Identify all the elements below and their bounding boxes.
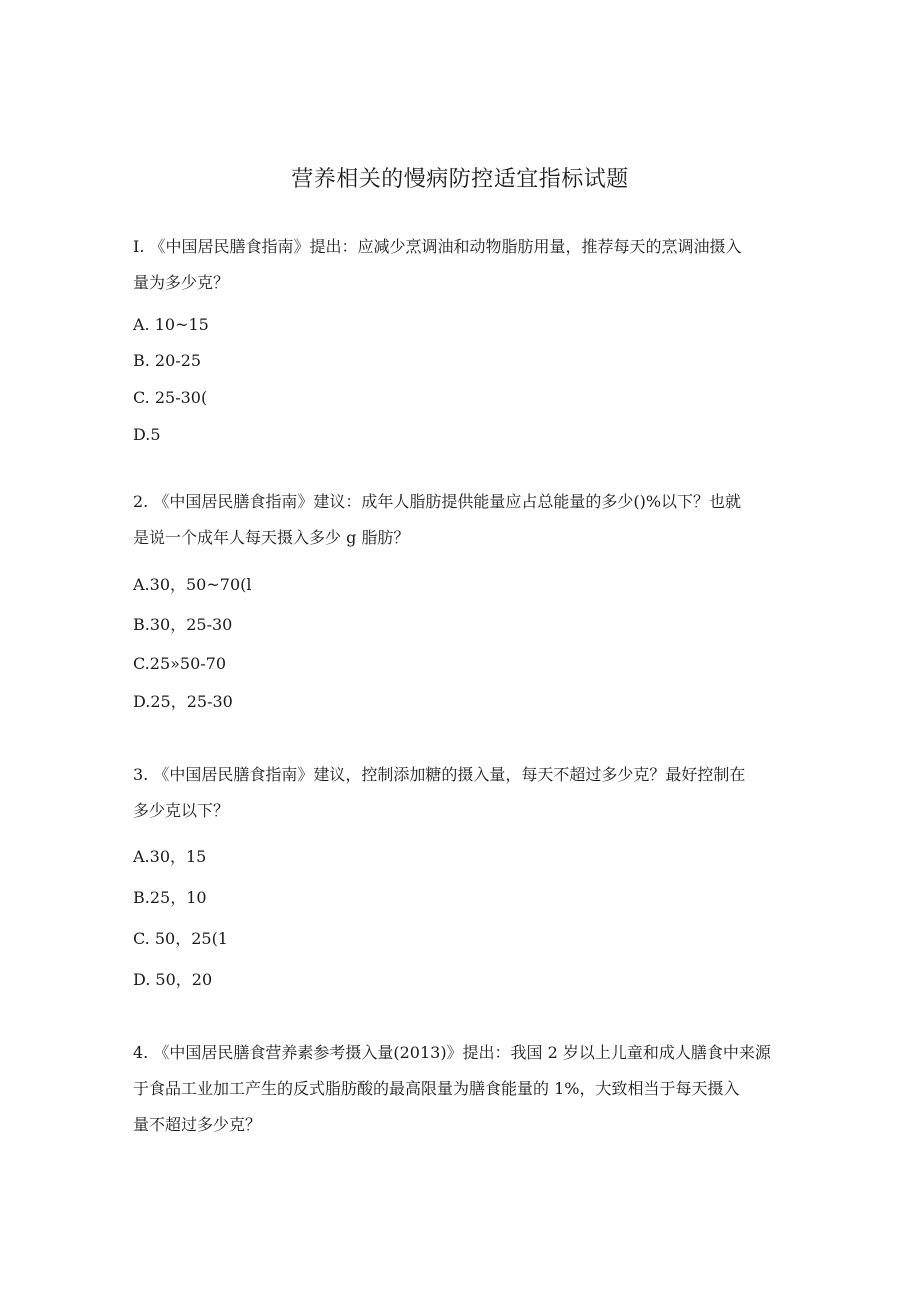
page-title: 营养相关的慢病防控适宜指标试题 xyxy=(291,167,629,192)
question-3-option-b: B.25，10 xyxy=(133,888,207,907)
question-4-line-2: 于食品工业加工产生的反式脂肪酸的最高限量为膳食能量的 1%，大致相当于每天摄入 xyxy=(133,1079,740,1098)
question-2-line-2: 是说一个成年人每天摄入多少 g 脂肪？ xyxy=(133,528,410,547)
question-2-option-c: C.25»50-70 xyxy=(133,654,227,673)
question-3-option-c: C. 50，25(1 xyxy=(133,929,228,948)
question-3-option-d: D. 50，20 xyxy=(133,970,213,989)
question-1-line-2: 量为多少克？ xyxy=(133,273,230,292)
question-1-option-c: C. 25-30( xyxy=(133,388,208,407)
question-1-option-b: B. 20-25 xyxy=(133,351,202,370)
question-4-line-1: 4. 《中国居民膳食营养素参考摄入量(2013)》提出：我国 2 岁以上儿童和成人膳食中来源 xyxy=(133,1043,771,1062)
question-2-option-a: A.30，50~70(l xyxy=(133,575,252,594)
question-3-line-2: 多少克以下？ xyxy=(133,801,230,820)
question-2-option-b: B.30，25-30 xyxy=(133,615,233,634)
question-3-line-1: 3. 《中国居民膳食指南》建议，控制添加糖的摄入量，每天不超过多少克？最好控制在 xyxy=(133,765,746,784)
question-3-option-a: A.30，15 xyxy=(133,847,207,866)
question-1-line-1: I. 《中国居民膳食指南》提出：应减少烹调油和动物脂肪用量，推荐每天的烹调油摄入 xyxy=(133,237,742,256)
question-2-line-1: 2. 《中国居民膳食指南》建议：成年人脂肪提供能量应占总能量的多少()%以下？也就 xyxy=(133,492,742,511)
question-2-option-d: D.25，25-30 xyxy=(133,692,233,711)
question-4-line-3: 量不超过多少克？ xyxy=(133,1115,262,1134)
question-1-option-d: D.5 xyxy=(133,425,161,444)
question-1-option-a: A. 10~15 xyxy=(133,315,209,334)
